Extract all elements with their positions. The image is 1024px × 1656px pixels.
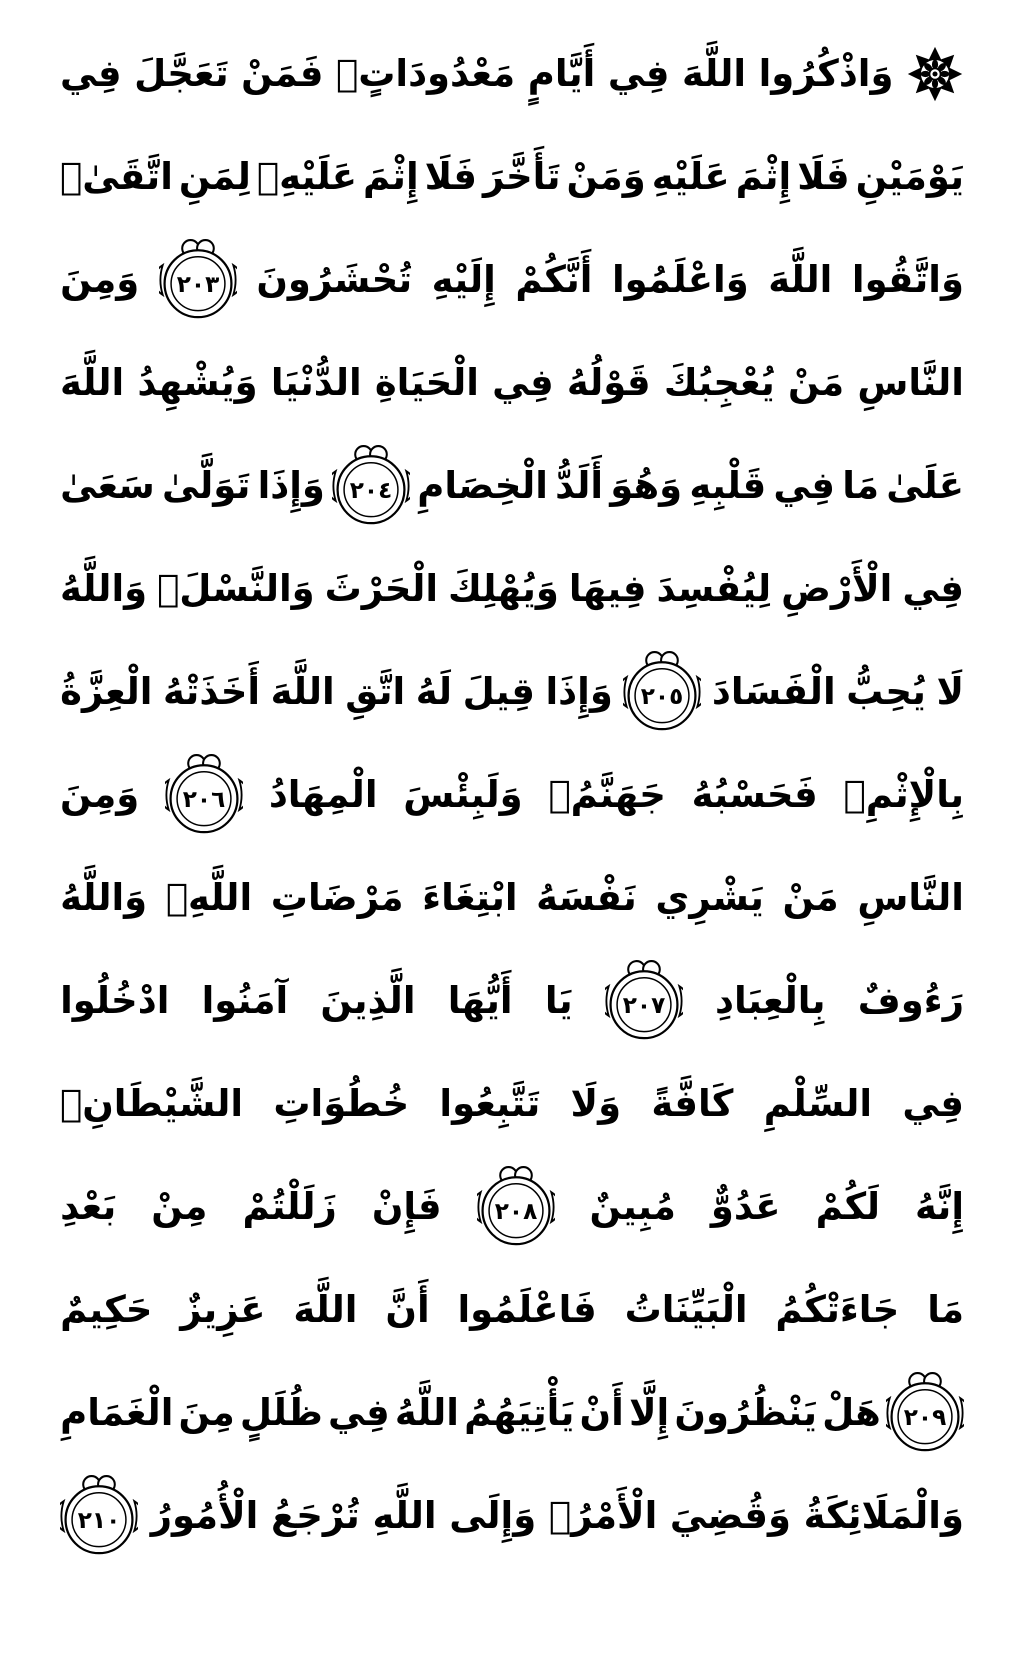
quran-word: وَاتَّقُوا <box>851 258 964 301</box>
quran-word: وَلَبِئْسَ <box>403 773 523 816</box>
quran-word: قَلْبِهِ <box>689 464 767 507</box>
quran-word: اللَّهِ <box>372 1494 437 1537</box>
quran-word: اللَّهَ <box>270 670 335 713</box>
quran-word: فِي <box>607 52 670 95</box>
quran-word: مَنْ <box>787 361 845 404</box>
quran-word: أَلَدُّ <box>555 464 604 507</box>
quran-word: فِي <box>902 1082 964 1125</box>
ayah-number: ٢١٠ <box>77 1506 121 1534</box>
quran-word: تَوَلَّىٰ <box>161 464 251 507</box>
quran-word: وَهُوَ <box>610 464 683 507</box>
quran-word: يُعْجِبُكَ <box>663 361 775 404</box>
ayah-number: ٢٠٥ <box>641 682 684 710</box>
quran-word: بِالْعِبَادِ <box>715 979 826 1022</box>
quran-word: مِنْ <box>151 1185 208 1228</box>
quran-word: وَيُهْلِكَ <box>448 567 559 610</box>
quran-word: يَوْمَيْنِ <box>855 155 964 198</box>
quran-word: لِيُفْسِدَ <box>656 567 772 610</box>
quran-word: الْعِزَّةُ <box>60 670 153 713</box>
quran-word: فَإِنْ <box>371 1185 442 1228</box>
ayah-end-marker-icon <box>605 958 683 1044</box>
quran-word: اللَّهَ <box>60 361 125 404</box>
quran-word: اتَّقِ <box>345 670 406 713</box>
quran-word: ادْخُلُوا <box>60 979 170 1022</box>
quran-word: الْفَسَادَ <box>711 670 836 713</box>
quran-word: بَعْدِ <box>60 1185 117 1228</box>
quran-word: اللَّهُ <box>394 1391 459 1434</box>
quran-word: فِي <box>902 567 964 610</box>
quran-word: مَا <box>927 1288 964 1331</box>
quran-line <box>60 331 964 434</box>
quran-line <box>60 1258 964 1361</box>
ayah-number: ٢٠٩ <box>903 1403 947 1431</box>
quran-word: اللَّهَ <box>293 1288 358 1331</box>
quran-word: وَالْمَلَائِكَةُ <box>803 1494 964 1537</box>
quran-word: وَيُشْهِدُ <box>137 361 258 404</box>
quran-word: فَلَا <box>424 155 477 198</box>
quran-word: مَعْدُودَاتٍۚ <box>336 52 516 95</box>
quran-word: خُطُوَاتِ <box>273 1082 410 1125</box>
quran-word: لَا <box>936 670 964 713</box>
ayah-number: ٢٠٦ <box>182 785 226 813</box>
quran-word: مِنَ <box>178 1391 235 1434</box>
quran-word: النَّاسِ <box>857 876 964 919</box>
quran-word: فَاعْلَمُوا <box>457 1288 597 1331</box>
quran-word: وَاللَّهُ <box>60 567 148 610</box>
quran-word: الدُّنْيَا <box>270 361 362 404</box>
quran-line <box>60 22 964 125</box>
quran-word: وَالنَّسْلَۗ <box>157 567 315 610</box>
quran-word: فِيهَا <box>568 567 647 610</box>
quran-word: يَشْرِي <box>655 876 764 919</box>
quran-word: عَلَيْهِۚ <box>256 155 358 198</box>
quran-word: الْبَيِّنَاتُ <box>624 1288 748 1331</box>
quran-word: وَإِذَا <box>257 464 325 507</box>
quran-word: وَاللَّهُ <box>60 876 148 919</box>
quran-word: يَنْظُرُونَ <box>674 1391 817 1434</box>
quran-word: الْخِصَامِ <box>417 464 548 507</box>
quran-word: وَمِنَ <box>60 258 140 301</box>
quran-line <box>60 640 964 743</box>
quran-word: مَا <box>842 464 880 507</box>
quran-word: الْأُمُورُ <box>150 1494 259 1537</box>
quran-word: لِمَنِ <box>178 155 251 198</box>
quran-word: ابْتِغَاءَ <box>422 876 518 919</box>
quran-word: الْأَمْرُۚ <box>548 1494 658 1537</box>
quran-word: بِالْإِثْمِۚ <box>843 773 964 816</box>
rub-el-hizb-icon <box>906 45 964 103</box>
quran-word: جَاءَتْكُمُ <box>775 1288 900 1331</box>
quran-line <box>60 537 964 640</box>
quran-word: فِي <box>492 361 554 404</box>
quran-line <box>60 743 964 846</box>
quran-line <box>60 434 964 537</box>
quran-word: عَدُوٌّ <box>710 1185 781 1228</box>
quran-word: مَنْ <box>782 876 839 919</box>
quran-word: فَحَسْبُهُ <box>691 773 818 816</box>
ayah-end-marker-icon <box>886 1370 964 1456</box>
quran-word: حَكِيمٌ <box>60 1288 153 1331</box>
quran-word: تَتَّبِعُوا <box>439 1082 541 1125</box>
quran-word: اللَّهِۗ <box>165 876 253 919</box>
quran-word: عَلَيْهِ <box>651 155 730 198</box>
quran-word: يَا <box>544 979 573 1022</box>
quran-word: الَّذِينَ <box>320 979 416 1022</box>
quran-word: أَنَّ <box>385 1288 430 1331</box>
quran-word: وَإِلَى <box>449 1494 537 1537</box>
quran-word: إِثْمَ <box>363 155 419 198</box>
quran-word: تَأَخَّرَ <box>483 155 561 198</box>
quran-word: النَّاسِ <box>857 361 964 404</box>
quran-word: تُحْشَرُونَ <box>256 258 413 301</box>
ayah-number: ٢٠٨ <box>494 1197 537 1225</box>
quran-word: الْحَيَاةِ <box>374 361 479 404</box>
quran-word: اللَّهَ <box>681 52 747 95</box>
quran-line <box>60 1155 964 1258</box>
quran-word: لَهُ <box>415 670 453 713</box>
quran-word: يُحِبُّ <box>846 670 926 713</box>
ayah-number: ٢٠٧ <box>622 991 666 1019</box>
quran-word: الْغَمَامِ <box>60 1391 174 1434</box>
quran-word: وَاذْكُرُوا <box>758 52 894 95</box>
quran-line <box>60 125 964 228</box>
quran-word: وَمَنْ <box>566 155 646 198</box>
quran-word: كَافَّةً <box>651 1082 734 1125</box>
quran-word: فِي <box>328 1391 390 1434</box>
quran-line <box>60 1361 964 1464</box>
quran-word: اللَّهَ <box>768 258 833 301</box>
quran-word: وَلَا <box>570 1082 622 1125</box>
quran-line <box>60 846 964 949</box>
quran-word: تَعَجَّلَ <box>134 52 229 95</box>
quran-word: إِلَّا <box>628 1391 670 1434</box>
quran-word: فَمَنْ <box>241 52 324 95</box>
ayah-end-marker-icon <box>477 1164 555 1250</box>
quran-word: إِثْمَ <box>735 155 792 198</box>
quran-word: يَأْتِيَهُمُ <box>464 1391 575 1434</box>
quran-word: وَمِنَ <box>60 773 140 816</box>
quran-word: الشَّيْطَانِۚ <box>60 1082 244 1125</box>
quran-word: إِلَيْهِ <box>431 258 496 301</box>
quran-word: أَخَذَتْهُ <box>162 670 261 713</box>
quran-line <box>60 949 964 1052</box>
quran-word: آمَنُوا <box>201 979 289 1022</box>
quran-word: مَرْضَاتِ <box>270 876 404 919</box>
quran-word: رَءُوفٌ <box>857 979 964 1022</box>
quran-word: فَلَا <box>797 155 850 198</box>
ayah-end-marker-icon <box>332 443 410 529</box>
quran-word: قِيلَ <box>462 670 535 713</box>
quran-word: فِي <box>60 52 122 95</box>
quran-word: وَإِذَا <box>545 670 613 713</box>
quran-word: تُرْجَعُ <box>270 1494 360 1537</box>
quran-word: هَلْ <box>822 1391 881 1434</box>
quran-word: أَيُّهَا <box>447 979 513 1022</box>
quran-word: سَعَىٰ <box>60 464 155 507</box>
quran-word: الْحَرْثَ <box>324 567 439 610</box>
quran-word: أَنَّكُمْ <box>515 258 593 301</box>
quran-line <box>60 1052 964 1155</box>
quran-word: قَوْلُهُ <box>566 361 651 404</box>
quran-word: مُبِينٌ <box>589 1185 676 1228</box>
ayah-end-marker-icon <box>165 752 243 838</box>
ayah-number: ٢٠٣ <box>176 270 220 298</box>
quran-word: عَلَىٰ <box>886 464 964 507</box>
ayah-end-marker-icon <box>159 237 237 323</box>
ayah-number: ٢٠٤ <box>349 476 393 504</box>
quran-line <box>60 1464 964 1567</box>
quran-word: الْأَرْضِ <box>781 567 893 610</box>
quran-word: إِنَّهُ <box>914 1185 964 1228</box>
quran-line <box>60 228 964 331</box>
quran-word: عَزِيزٌ <box>180 1288 266 1331</box>
quran-word: وَاعْلَمُوا <box>611 258 749 301</box>
quran-word: اتَّقَىٰۗ <box>60 155 173 198</box>
quran-word: نَفْسَهُ <box>536 876 637 919</box>
quran-word: وَقُضِيَ <box>669 1494 792 1537</box>
quran-word: زَلَلْتُمْ <box>242 1185 337 1228</box>
ayah-end-marker-icon <box>623 649 701 735</box>
quran-word: لَكُمْ <box>815 1185 880 1228</box>
quran-word: أَنْ <box>579 1391 624 1434</box>
quran-word: جَهَنَّمُۚ <box>548 773 666 816</box>
quran-word: ظُلَلٍ <box>239 1391 323 1434</box>
quran-word: السِّلْمِ <box>763 1082 873 1125</box>
quran-word: فِي <box>773 464 836 507</box>
quran-word: أَيَّامٍ <box>527 52 596 95</box>
ayah-end-marker-icon <box>60 1473 138 1559</box>
quran-word: الْمِهَادُ <box>268 773 378 816</box>
